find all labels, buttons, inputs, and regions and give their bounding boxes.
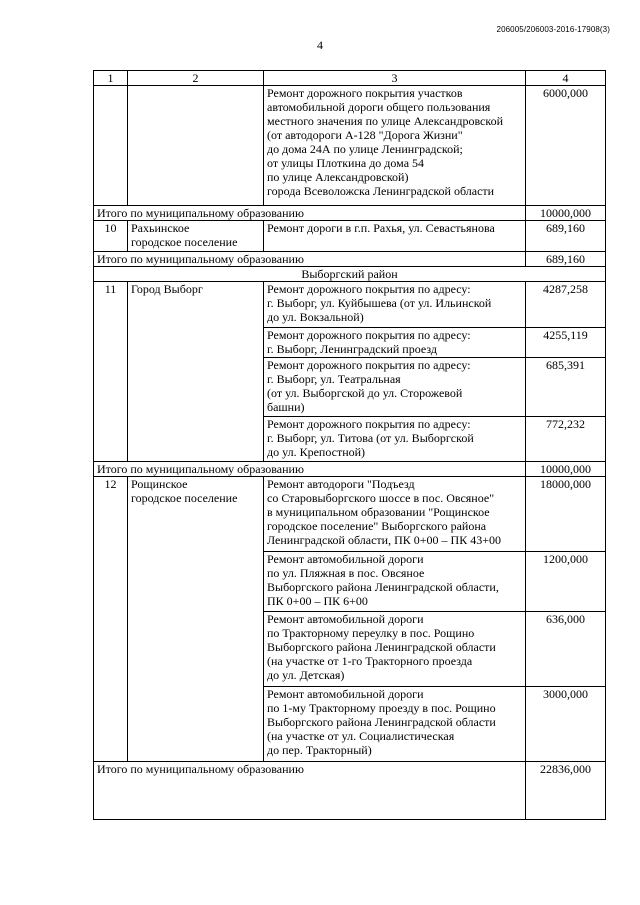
total-row — [94, 206, 606, 221]
district-row — [94, 267, 606, 282]
work-cell: Ремонт дорожного покрытия по адресу: г. Выборг, ул. Театральная (от ул. Выборгской до ул. Сторожевой башни) — [264, 358, 526, 417]
table-row — [94, 221, 606, 252]
amount-cell: 636,000 — [526, 612, 606, 687]
total-label: Итого по муниципальному образованию — [94, 762, 526, 820]
amount-cell: 772,232 — [526, 417, 606, 462]
num-cell — [94, 86, 128, 206]
total-amount: 10000,000 — [526, 462, 606, 477]
total-row — [94, 762, 606, 820]
header-col-2: 2 — [128, 71, 264, 86]
total-row — [94, 252, 606, 267]
total-label: Итого по муниципальному образованию — [94, 462, 526, 477]
work-cell: Ремонт автомобильной дороги по ул. Пляжная в пос. Овсяное Выборгского района Ленинградской области, ПК 0+00 – ПК 6+00 — [264, 552, 526, 612]
amount-cell: 18000,000 — [526, 477, 606, 552]
name-cell: Рощинское городское поселение — [128, 477, 264, 762]
district-heading: Выборгский район — [94, 267, 606, 282]
work-cell: Ремонт дорожного покрытия участков автомобильной дороги общего пользования местного значения по улице Александровской (от автодороги А-128 "Дорога Жизни" до дома 24А по улице Ленинградской; от улицы Плоткина до дома 54 по улице Александровской) города Всеволожска Ленинградской области — [264, 86, 526, 206]
amount-cell: 4255,119 — [526, 328, 606, 358]
name-cell: Город Выборг — [128, 282, 264, 462]
allocation-table — [93, 70, 606, 820]
total-row — [94, 462, 606, 477]
work-cell: Ремонт дорожного покрытия по адресу: г. Выборг, ул. Титова (от ул. Выборгской до ул. Крепостной) — [264, 417, 526, 462]
name-cell — [128, 86, 264, 206]
work-cell: Ремонт автодороги "Подъезд со Старовыборгского шоссе в пос. Овсяное" в муниципальном образовании "Рощинское городское поселение" Выборгского района Ленинградской области, ПК 0+00 – ПК 43+00 — [264, 477, 526, 552]
num-cell: 11 — [94, 282, 128, 462]
page-number: 4 — [317, 38, 323, 52]
total-amount: 689,160 — [526, 252, 606, 267]
total-amount: 22836,000 — [526, 762, 606, 820]
table-row — [94, 477, 606, 552]
table-row — [94, 86, 606, 206]
amount-cell: 689,160 — [526, 221, 606, 252]
num-cell: 12 — [94, 477, 128, 762]
total-amount: 10000,000 — [526, 206, 606, 221]
amount-cell: 4287,258 — [526, 282, 606, 328]
work-cell: Ремонт дорожного покрытия по адресу: г. Выборг, ул. Куйбышева (от ул. Ильинской до ул. Вокзальной) — [264, 282, 526, 328]
table-row — [94, 282, 606, 328]
amount-cell: 1200,000 — [526, 552, 606, 612]
header-col-4: 4 — [526, 71, 606, 86]
amount-cell: 6000,000 — [526, 86, 606, 206]
num-cell: 10 — [94, 221, 128, 252]
work-cell: Ремонт дороги в г.п. Рахья, ул. Севастьянова — [264, 221, 526, 252]
total-label: Итого по муниципальному образованию — [94, 252, 526, 267]
amount-cell: 685,391 — [526, 358, 606, 417]
work-cell: Ремонт автомобильной дороги по Тракторному переулку в пос. Рощино Выборгского района Ленинградской области (на участке от 1-го Тракторного проезда до ул. Детская) — [264, 612, 526, 687]
document-id: 206005/206003-2016-17908(3) — [496, 25, 610, 34]
header-col-3: 3 — [264, 71, 526, 86]
work-cell: Ремонт автомобильной дороги по 1-му Тракторному проезду в пос. Рощино Выборгского района Ленинградской области (на участке от ул. Социалистическая до пер. Тракторный) — [264, 687, 526, 762]
header-col-1: 1 — [94, 71, 128, 86]
amount-cell: 3000,000 — [526, 687, 606, 762]
header-row — [94, 71, 606, 86]
work-cell: Ремонт дорожного покрытия по адресу: г. Выборг, Ленинградский проезд — [264, 328, 526, 358]
total-label: Итого по муниципальному образованию — [94, 206, 526, 221]
name-cell: Рахьинское городское поселение — [128, 221, 264, 252]
